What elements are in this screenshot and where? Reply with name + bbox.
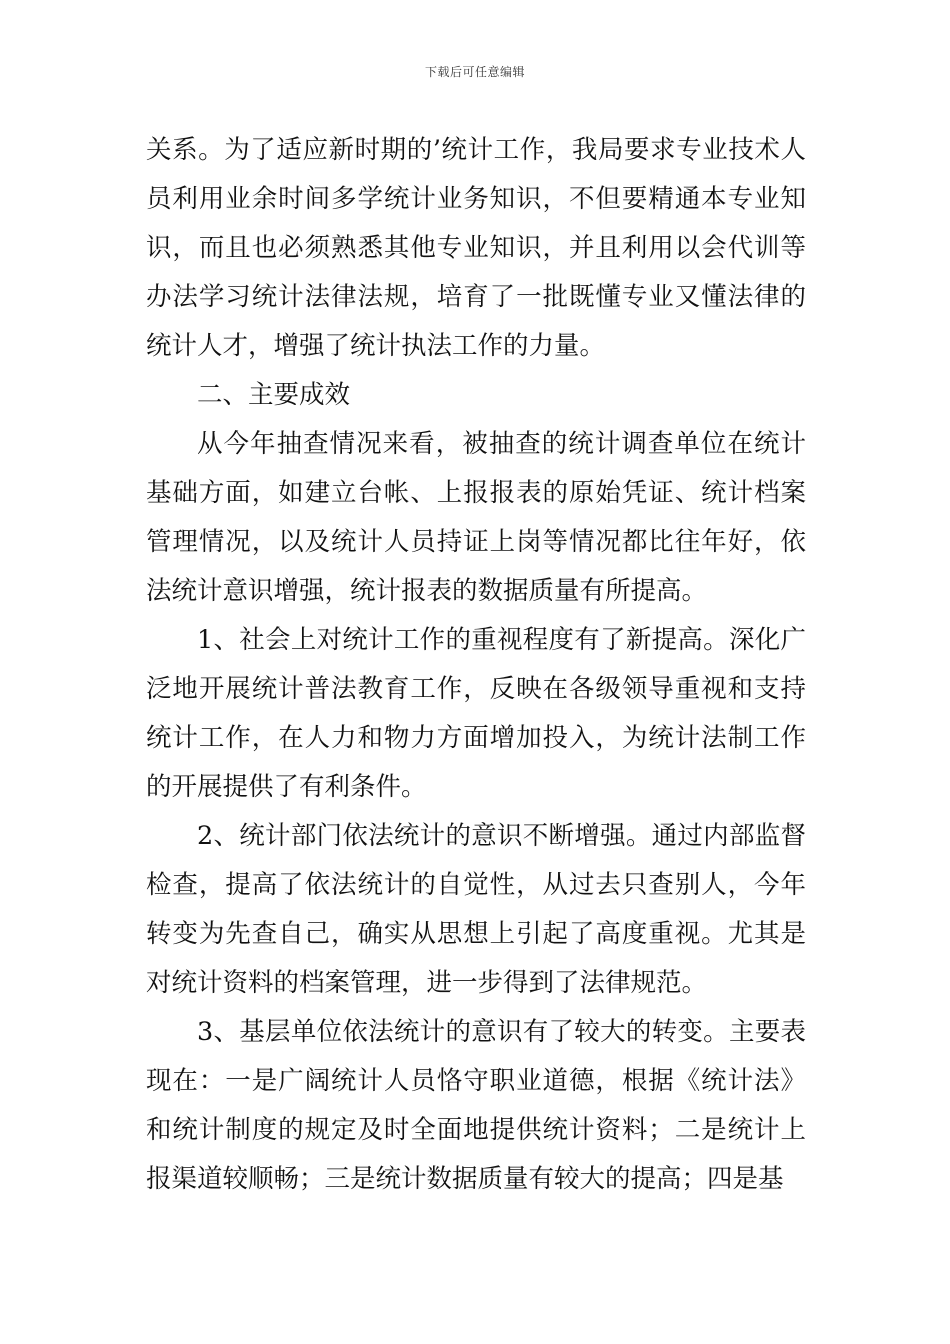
paragraph-point-1: 1、社会上对统计工作的重视程度有了新提高。深化广泛地开展统计普法教育工作，反映在各级领导重视和支持统计工作，在人力和物力方面增加投入，为统计法制工作的开展提供了有利条件。: [146, 625, 806, 802]
paragraph-inspection-overview: 从今年抽查情况来看，被抽查的统计调查单位在统计基础方面，如建立台帐、上报报表的原始凭证、统计档案管理情况，以及统计人员持证上岗等情况都比往年好，依法统计意识增强，统计报表的数据质量有所提高。: [146, 429, 806, 606]
section-heading-main-results: 二、主要成效: [197, 380, 351, 410]
paragraph-point-2: 2、统计部门依法统计的意识不断增强。通过内部监督检查，提高了依法统计的自觉性，从过去只查别人，今年转变为先查自己，确实从思想上引起了高度重视。尤其是对统计资料的档案管理，进一步得到了法律规范。: [146, 821, 806, 998]
paragraph-point-3: 3、基层单位依法统计的意识有了较大的转变。主要表现在：一是广阔统计人员恪守职业道德，根据《统计法》和统计制度的规定及时全面地提供统计资料；二是统计上报渠道较顺畅；三是统计数据质量有较大的提高；四是基: [146, 1017, 806, 1194]
page-header: 下载后可任意编辑: [424, 65, 525, 79]
paragraph-continuation: 关系。为了适应新时期的’统计工作，我局要求专业技术人员利用业余时间多学统计业务知识，不但要精通本专业知识，而且也必须熟悉其他专业知识，并且利用以会代训等办法学习统计法律法规，培育了一批既懂专业又懂法律的统计人才，增强了统计执法工作的力量。: [146, 135, 806, 361]
document-body: [146, 126, 806, 1204]
